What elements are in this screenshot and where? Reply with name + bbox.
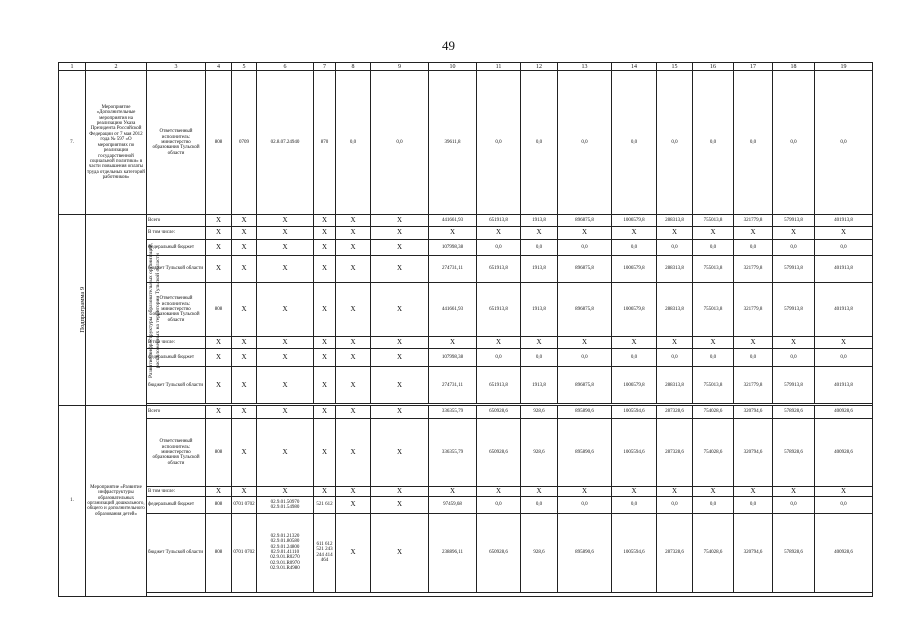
cell: 287328,6	[657, 406, 693, 419]
cell: 0,0	[773, 71, 815, 215]
column-number-row	[59, 63, 873, 71]
x-cell: Х	[371, 337, 429, 349]
cell: 1005594,6	[612, 419, 657, 487]
x-cell: Х	[232, 227, 257, 239]
x-cell: Х	[371, 497, 429, 513]
x-cell: Х	[477, 487, 521, 497]
measure-title: Мероприятие «Развитие инфраструктуры образовательных организаций дошкольного, общего и дополнительного образования детей»	[86, 406, 147, 597]
row-number: 1.	[59, 406, 86, 597]
x-cell: Х	[314, 349, 336, 367]
cell: 288313,8	[657, 283, 693, 337]
cell: 0,0	[371, 71, 429, 215]
x-cell: Х	[815, 337, 873, 349]
cell: 1005594,6	[612, 513, 657, 592]
cell: 0,0	[693, 239, 734, 255]
cell: 928,6	[521, 513, 558, 592]
cell: 755013,8	[693, 215, 734, 227]
cell: 754028,6	[693, 513, 734, 592]
cell: 0709	[232, 71, 257, 215]
cell: 895890,6	[558, 419, 612, 487]
program-label-text: Подпрограмма 9	[79, 286, 87, 333]
cell: 0,0	[612, 239, 657, 255]
x-cell: Х	[206, 227, 232, 239]
program-regional-row	[59, 367, 873, 404]
cell: 755013,8	[693, 283, 734, 337]
x-cell: Х	[206, 215, 232, 227]
x-cell: Х	[232, 255, 257, 282]
col-num: 12	[521, 63, 558, 71]
cell: 1913,8	[521, 367, 558, 404]
x-cell: Х	[734, 337, 773, 349]
cell: 0,0	[477, 497, 521, 513]
x-cell: Х	[206, 406, 232, 419]
cell: 0,0	[612, 349, 657, 367]
x-cell: Х	[336, 419, 371, 487]
x-cell: Х	[257, 349, 314, 367]
x-cell: Х	[815, 227, 873, 239]
x-cell: Х	[477, 337, 521, 349]
cell: 320794,6	[734, 513, 773, 592]
program-name-text: Развитие инфраструктуры образовательных организаций, расположенных на территории Тульской области	[148, 242, 161, 378]
cell: 321779,8	[734, 367, 773, 404]
executor-cell: Ответственный исполнитель: министерство образования Тульской области	[147, 419, 206, 487]
cell: 401913,8	[815, 215, 873, 227]
cell: 400928,6	[815, 406, 873, 419]
col-num: 4	[206, 63, 232, 71]
cell: 896875,8	[558, 283, 612, 337]
cell: 02.9.01.21320 02.9.01.80580 02.9.01.24800 02.9.01.41110 02.9.01.R0270 02.9.01.R0970 02.9.01.R4980	[257, 513, 314, 592]
cell: 238896,11	[429, 513, 477, 592]
row-label: федеральный бюджет	[147, 349, 206, 367]
x-cell: Х	[314, 215, 336, 227]
x-cell: Х	[314, 283, 336, 337]
cell: 320794,6	[734, 406, 773, 419]
cell: 0,0	[693, 71, 734, 215]
cell: 321779,8	[734, 255, 773, 282]
cell: 0,0	[734, 349, 773, 367]
cell: 651913,8	[477, 255, 521, 282]
x-cell: Х	[371, 513, 429, 592]
x-cell: Х	[336, 513, 371, 592]
x-cell: Х	[336, 215, 371, 227]
row-label: федеральный бюджет	[147, 497, 206, 513]
x-cell: Х	[336, 283, 371, 337]
x-cell: Х	[336, 239, 371, 255]
x-cell: Х	[558, 487, 612, 497]
cell: 0,0	[815, 239, 873, 255]
row-label: В том числе:	[147, 487, 206, 497]
x-cell: Х	[206, 487, 232, 497]
cell: 521 612	[314, 497, 336, 513]
x-cell: Х	[232, 367, 257, 404]
cell: 928,6	[521, 419, 558, 487]
cell: 579913,8	[773, 367, 815, 404]
measure-incl-row	[59, 487, 873, 497]
row-label: Всего	[147, 215, 206, 227]
cell: 755013,8	[693, 367, 734, 404]
x-cell: Х	[257, 337, 314, 349]
x-cell: Х	[336, 255, 371, 282]
col-num: 14	[612, 63, 657, 71]
x-cell: Х	[693, 227, 734, 239]
cell: 0,0	[734, 239, 773, 255]
x-cell: Х	[371, 239, 429, 255]
executor-cell: Ответственный исполнитель: министерство образования Тульской области	[147, 71, 206, 215]
col-num: 8	[336, 63, 371, 71]
x-cell: Х	[314, 367, 336, 404]
cell: 1913,8	[521, 255, 558, 282]
cell: 1913,8	[521, 283, 558, 337]
cell: 1006579,8	[612, 367, 657, 404]
x-cell: Х	[371, 255, 429, 282]
x-cell: Х	[558, 227, 612, 239]
x-cell: Х	[232, 239, 257, 255]
x-cell: Х	[336, 337, 371, 349]
measure-federal-row	[59, 497, 873, 513]
measure-title: Мероприятие «Дополнительные мероприятия на реализацию Указа Президента Российской Федерации от 7 мая 2012 года № 597 «О мероприятиях по реализации государственной социальной политики» в части повышения оплаты труда отдельных категорий работников»	[86, 71, 147, 215]
cell: 650928,6	[477, 419, 521, 487]
cell: 441661,93	[429, 283, 477, 337]
x-cell: Х	[232, 283, 257, 337]
cell: 578928,6	[773, 406, 815, 419]
cell: 808	[206, 513, 232, 592]
cell: 896875,8	[558, 215, 612, 227]
x-cell: Х	[612, 487, 657, 497]
cell: 0,0	[693, 497, 734, 513]
cell: 288313,8	[657, 367, 693, 404]
cell: 0,0	[773, 349, 815, 367]
col-num: 6	[257, 63, 314, 71]
cell: 0,0	[612, 497, 657, 513]
cell: 1006579,8	[612, 215, 657, 227]
executor-cell: Ответственный исполнитель: министерство образования Тульской области	[147, 283, 206, 337]
x-cell: Х	[371, 419, 429, 487]
program-regional-row	[59, 255, 873, 282]
cell: 928,6	[521, 406, 558, 419]
x-cell: Х	[336, 497, 371, 513]
cell: 0,0	[773, 239, 815, 255]
program-incl-row	[59, 337, 873, 349]
x-cell: Х	[206, 239, 232, 255]
cell: 274731,11	[429, 367, 477, 404]
cell: 39611,8	[429, 71, 477, 215]
x-cell: Х	[257, 406, 314, 419]
x-cell: Х	[206, 367, 232, 404]
row-label: бюджет Тульской области	[147, 513, 206, 592]
x-cell: Х	[815, 487, 873, 497]
cell: 321779,8	[734, 283, 773, 337]
x-cell: Х	[429, 487, 477, 497]
cell: 808	[206, 71, 232, 215]
col-num: 5	[232, 63, 257, 71]
spacer-cell	[147, 592, 873, 596]
measure-regional-row	[59, 513, 873, 592]
cell: 401913,8	[815, 255, 873, 282]
x-cell: Х	[429, 337, 477, 349]
cell: 754028,6	[693, 419, 734, 487]
x-cell: Х	[257, 255, 314, 282]
cell: 02.9.01.50970 02.9.01.54980	[257, 497, 314, 513]
cell: 0,0	[477, 349, 521, 367]
cell: 400928,6	[815, 513, 873, 592]
cell: 336355,79	[429, 419, 477, 487]
x-cell: Х	[257, 215, 314, 227]
x-cell: Х	[734, 227, 773, 239]
cell: 578928,6	[773, 419, 815, 487]
cell: 650928,6	[477, 513, 521, 592]
section-7-row	[59, 71, 873, 215]
col-num: 1	[59, 63, 86, 71]
x-cell: Х	[371, 487, 429, 497]
page-number: 49	[442, 38, 455, 53]
x-cell: Х	[773, 487, 815, 497]
cell: 0,0	[477, 71, 521, 215]
cell: 808	[206, 419, 232, 487]
cell: 287328,6	[657, 419, 693, 487]
cell: 400928,6	[815, 419, 873, 487]
x-cell: Х	[336, 487, 371, 497]
x-cell: Х	[257, 367, 314, 404]
cell: 808	[206, 283, 232, 337]
cell: 0,0	[336, 71, 371, 215]
cell: 0,0	[612, 71, 657, 215]
x-cell: Х	[612, 337, 657, 349]
cell: 0,0	[521, 239, 558, 255]
cell: 0,0	[558, 497, 612, 513]
x-cell: Х	[521, 487, 558, 497]
cell: 0,0	[521, 497, 558, 513]
col-num: 2	[86, 63, 147, 71]
cell: 579913,8	[773, 215, 815, 227]
program-incl-row	[59, 227, 873, 239]
x-cell: Х	[314, 487, 336, 497]
cell: 401913,8	[815, 367, 873, 404]
cell: 755013,8	[693, 255, 734, 282]
cell: 107998,38	[429, 349, 477, 367]
x-cell: Х	[657, 487, 693, 497]
cell: 1913,8	[521, 215, 558, 227]
x-cell: Х	[257, 239, 314, 255]
row-label: федеральный бюджет	[147, 239, 206, 255]
cell: 0,0	[773, 497, 815, 513]
x-cell: Х	[314, 419, 336, 487]
x-cell: Х	[232, 215, 257, 227]
cell: 0,0	[558, 349, 612, 367]
x-cell: Х	[371, 367, 429, 404]
cell: 0,0	[657, 239, 693, 255]
cell: 274731,11	[429, 255, 477, 282]
x-cell: Х	[232, 419, 257, 487]
cell: 0,0	[734, 497, 773, 513]
x-cell: Х	[657, 337, 693, 349]
x-cell: Х	[477, 227, 521, 239]
measure-executor-row	[59, 419, 873, 487]
x-cell: Х	[521, 337, 558, 349]
cell: 0,0	[521, 71, 558, 215]
row-label: бюджет Тульской области	[147, 255, 206, 282]
cell: 1006579,8	[612, 255, 657, 282]
cell: 808	[206, 497, 232, 513]
row-label: Всего	[147, 406, 206, 419]
cell: 0,0	[477, 239, 521, 255]
col-num: 15	[657, 63, 693, 71]
cell: 0,0	[558, 71, 612, 215]
cell: 1006579,8	[612, 283, 657, 337]
x-cell: Х	[657, 227, 693, 239]
program-federal-row	[59, 239, 873, 255]
cell: 287328,6	[657, 513, 693, 592]
program-federal-row	[59, 349, 873, 367]
col-num: 11	[477, 63, 521, 71]
cell: 0,0	[815, 349, 873, 367]
x-cell: Х	[336, 349, 371, 367]
cell: 0,0	[521, 349, 558, 367]
cell: 02.8.07.24940	[257, 71, 314, 215]
x-cell: Х	[314, 227, 336, 239]
cell: 0701 0702	[232, 513, 257, 592]
x-cell: Х	[693, 337, 734, 349]
x-cell: Х	[314, 337, 336, 349]
x-cell: Х	[429, 227, 477, 239]
x-cell: Х	[612, 227, 657, 239]
cell: 441661,93	[429, 215, 477, 227]
col-num: 18	[773, 63, 815, 71]
x-cell: Х	[206, 337, 232, 349]
x-cell: Х	[314, 239, 336, 255]
x-cell: Х	[232, 337, 257, 349]
x-cell: Х	[693, 487, 734, 497]
x-cell: Х	[336, 406, 371, 419]
cell: 650928,6	[477, 406, 521, 419]
col-num: 17	[734, 63, 773, 71]
cell: 579913,8	[773, 255, 815, 282]
cell: 651913,8	[477, 367, 521, 404]
cell: 97459,68	[429, 497, 477, 513]
x-cell: Х	[257, 419, 314, 487]
cell: 288313,8	[657, 255, 693, 282]
cell: 611 612 521 243 244 414 464	[314, 513, 336, 592]
cell: 0,0	[657, 349, 693, 367]
cell: 0,0	[657, 71, 693, 215]
cell: 1005594,6	[612, 406, 657, 419]
cell: 579913,8	[773, 283, 815, 337]
x-cell: Х	[257, 487, 314, 497]
x-cell: Х	[257, 227, 314, 239]
program-total-row	[59, 215, 873, 227]
cell: 870	[314, 71, 336, 215]
cell: 651913,8	[477, 215, 521, 227]
cell: 321779,8	[734, 215, 773, 227]
x-cell: Х	[371, 283, 429, 337]
program-label	[59, 215, 86, 406]
x-cell: Х	[314, 255, 336, 282]
x-cell: Х	[232, 349, 257, 367]
cell: 754028,6	[693, 406, 734, 419]
col-num: 13	[558, 63, 612, 71]
cell: 401913,8	[815, 283, 873, 337]
cell: 0,0	[815, 497, 873, 513]
col-num: 10	[429, 63, 477, 71]
row-label: В том числе:	[147, 227, 206, 239]
row-label: бюджет Тульской области	[147, 367, 206, 404]
x-cell: Х	[206, 255, 232, 282]
x-cell: Х	[232, 487, 257, 497]
cell: 895890,6	[558, 406, 612, 419]
x-cell: Х	[371, 227, 429, 239]
x-cell: Х	[558, 337, 612, 349]
row-label: В том числе:	[147, 337, 206, 349]
x-cell: Х	[257, 283, 314, 337]
cell: 107998,38	[429, 239, 477, 255]
x-cell: Х	[336, 227, 371, 239]
cell: 320794,6	[734, 419, 773, 487]
cell: 0,0	[558, 239, 612, 255]
x-cell: Х	[371, 215, 429, 227]
cell: 0701 0702	[232, 497, 257, 513]
cell: 651913,8	[477, 283, 521, 337]
cell: 0,0	[815, 71, 873, 215]
cell: 578928,6	[773, 513, 815, 592]
col-num: 19	[815, 63, 873, 71]
x-cell: Х	[734, 487, 773, 497]
x-cell: Х	[314, 406, 336, 419]
col-num: 9	[371, 63, 429, 71]
row-number: 7.	[59, 71, 86, 215]
cell: 0,0	[734, 71, 773, 215]
x-cell: Х	[206, 349, 232, 367]
x-cell: Х	[371, 349, 429, 367]
x-cell: Х	[773, 337, 815, 349]
col-num: 3	[147, 63, 206, 71]
x-cell: Х	[371, 406, 429, 419]
x-cell: Х	[232, 406, 257, 419]
cell: 895890,6	[558, 513, 612, 592]
x-cell: Х	[773, 227, 815, 239]
col-num: 7	[314, 63, 336, 71]
budget-table	[58, 62, 873, 597]
cell: 0,0	[657, 497, 693, 513]
spacer-row	[59, 592, 873, 596]
program-executor-row	[59, 283, 873, 337]
cell: 288313,8	[657, 215, 693, 227]
cell: 336355,79	[429, 406, 477, 419]
col-num: 16	[693, 63, 734, 71]
x-cell: Х	[336, 367, 371, 404]
cell: 0,0	[693, 349, 734, 367]
cell: 896875,8	[558, 367, 612, 404]
x-cell: Х	[521, 227, 558, 239]
measure-total-row	[59, 406, 873, 419]
cell: 896875,8	[558, 255, 612, 282]
